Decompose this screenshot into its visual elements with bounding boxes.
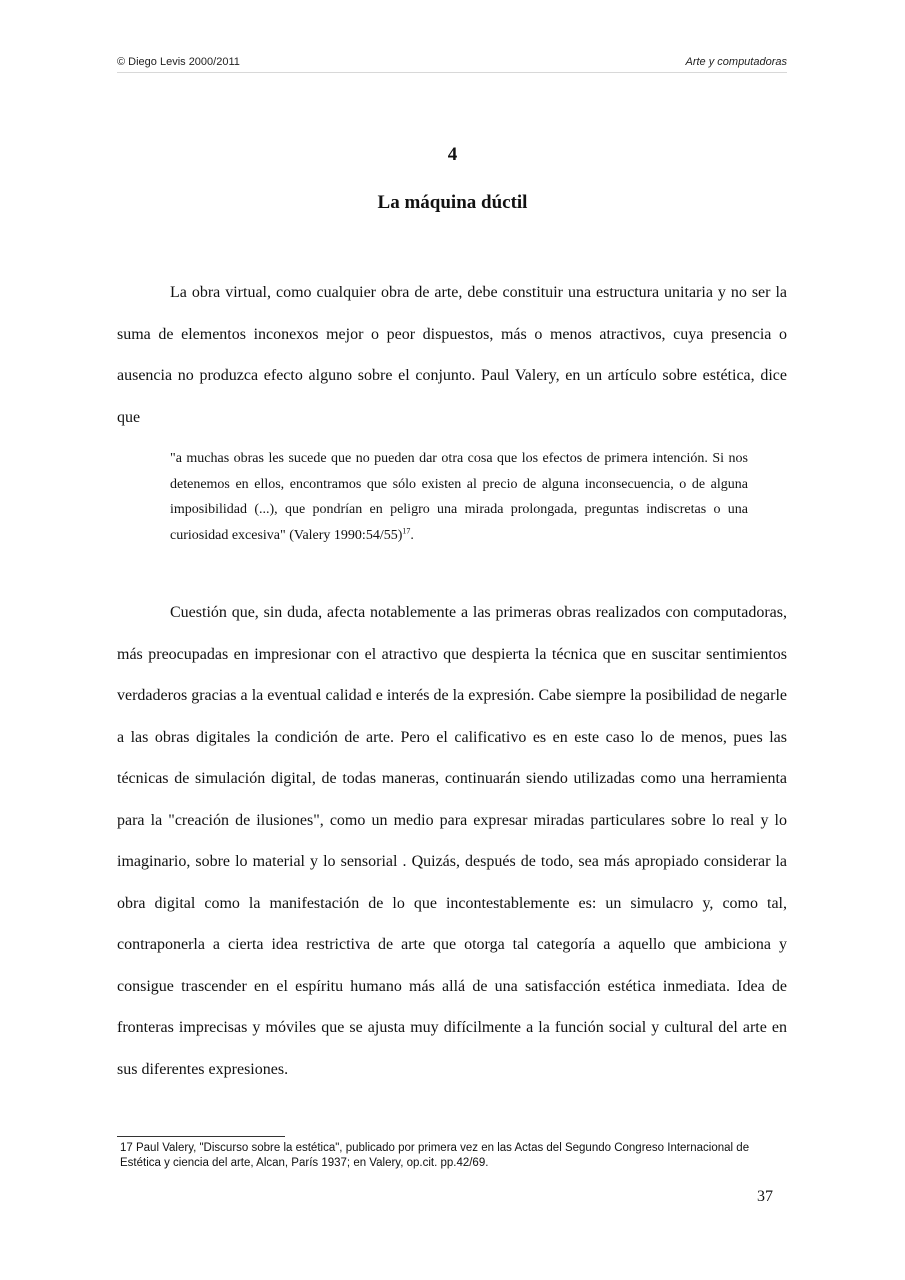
block-quote [170, 446, 748, 549]
chapter-number: 4 [447, 144, 458, 165]
footnote-separator [117, 1136, 285, 1137]
running-header [117, 56, 787, 73]
footnote-reference[interactable]: 17 [402, 526, 411, 536]
body-paragraph-2: Cuestión que, sin duda, afecta notablemente a las primeras obras realizados con computadoras, más preocupadas en impresionar con el atractivo que despierta la técnica que en suscitar sentimientos verdaderos gracias a la eventual calidad e interés de la expresión. Cabe siempre la posibilidad de negarle a las obras digitales la condición de arte. Pero el calificativo es en este caso lo de menos, pues las técnicas de simulación digital, de todas maneras, continuarán siendo utilizadas como una herramienta para la "creación de ilusiones", como un medio para expresar miradas particulares sobre lo real y lo imaginario, sobre lo material y lo sensorial . Quizás, después de todo, sea más apropiado considerar la obra digital como la manifestación de lo que incontestablemente es: un simulacro y, como tal, contraponerla a cierta idea restrictiva de arte que otorga tal categoría a aquello que ambiciona y consigue trascender en el espíritu humano más allá de una satisfacción estética inmediata. Idea de fronteras imprecisas y móviles que se ajusta muy difícilmente a la función social y cultural del arte en sus diferentes expresiones. [117, 604, 787, 1078]
quote-text: "a muchas obras les sucede que no pueden dar otra cosa que los efectos de primera intención. Si nos detenemos en ellos, encontramos que sólo existen al precio de alguna inconsecuencia, o de alguna imposibilidad (...), que pondrían en peligro una mirada prolongada, preguntas indiscretas o una curiosidad excesiva" (Valery 1990:54/55) [170, 451, 748, 544]
footnote-17: 17 Paul Valery, "Discurso sobre la estética", publicado por primera vez en las Actas del Segundo Congreso Internacional de Estética y ciencia del arte, Alcan, París 1937; en Valery, op.cit. pp.42/69. [120, 1142, 750, 1169]
header-book-title: Arte y computadoras [685, 56, 787, 68]
body-paragraph-1: La obra virtual, como cualquier obra de arte, debe constituir una estructura unitaria y no ser la suma de elementos inconexos mejor o peor dispuestos, más o menos atractivos, cuya presencia o ausencia no produzca efecto alguno sobre el conjunto. Paul Valery, en un artículo sobre estética, dice que [117, 284, 787, 426]
page-number: 37 [757, 1188, 773, 1205]
quote-end: . [410, 528, 414, 544]
chapter-title: La máquina dúctil [377, 192, 528, 213]
header-copyright: © Diego Levis 2000/2011 [117, 56, 240, 68]
